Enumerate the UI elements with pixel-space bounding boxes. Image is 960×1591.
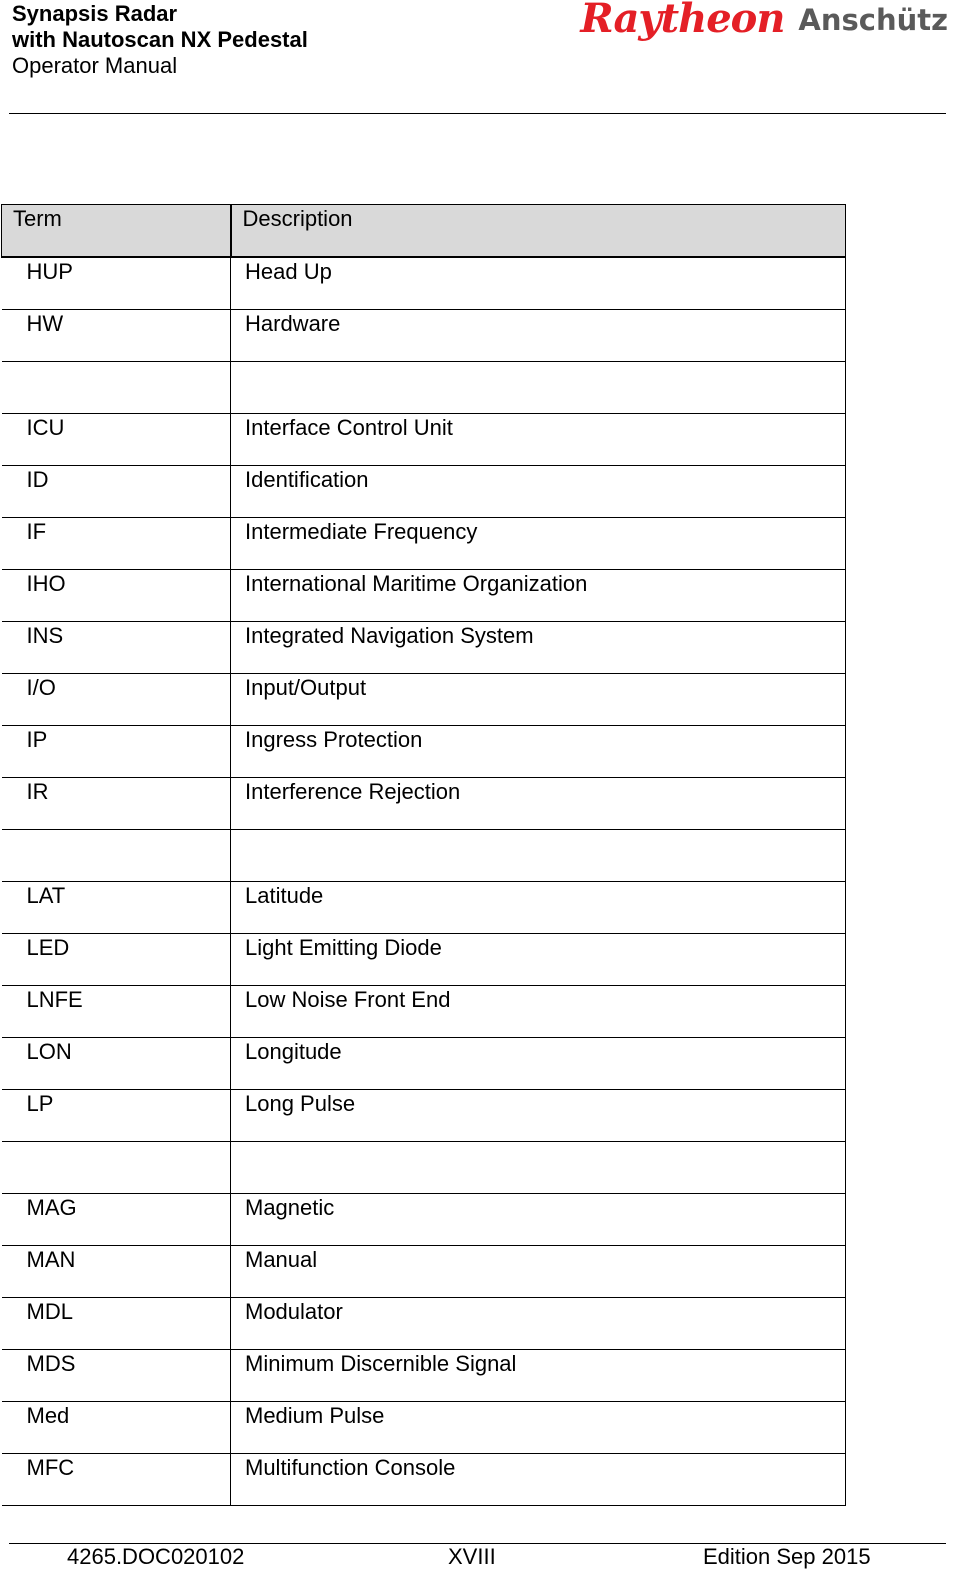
table-row bbox=[2, 1246, 846, 1298]
table-row bbox=[2, 986, 846, 1038]
table-cell-term: IP bbox=[2, 726, 231, 778]
table-row bbox=[2, 1350, 846, 1402]
table-cell-term: MAG bbox=[2, 1194, 231, 1246]
table-cell-term: I/O bbox=[2, 674, 231, 726]
table-row bbox=[2, 518, 846, 570]
table-cell-term: LNFE bbox=[2, 986, 231, 1038]
table-cell-term bbox=[2, 830, 231, 882]
table-body bbox=[2, 257, 846, 1506]
table-row bbox=[2, 257, 846, 310]
table-cell-term: MDS bbox=[2, 1350, 231, 1402]
table-cell-term: IR bbox=[2, 778, 231, 830]
table-cell-term: LON bbox=[2, 1038, 231, 1090]
table-cell-term: MDL bbox=[2, 1298, 231, 1350]
table-cell-description: Light Emitting Diode bbox=[231, 934, 846, 986]
table-cell-description bbox=[231, 1142, 846, 1194]
table-cell-term: LED bbox=[2, 934, 231, 986]
table-row bbox=[2, 466, 846, 518]
table-row bbox=[2, 934, 846, 986]
table-cell-description: Modulator bbox=[231, 1298, 846, 1350]
table-row bbox=[2, 1142, 846, 1194]
table-header-row bbox=[2, 205, 846, 258]
table-cell-description: Head Up bbox=[231, 257, 846, 310]
table-row bbox=[2, 726, 846, 778]
table-cell-term: ID bbox=[2, 466, 231, 518]
table-cell-description: Minimum Discernible Signal bbox=[231, 1350, 846, 1402]
table-cell-description: Interference Rejection bbox=[231, 778, 846, 830]
table-cell-description: Long Pulse bbox=[231, 1090, 846, 1142]
table-row bbox=[2, 1402, 846, 1454]
table-cell-description bbox=[231, 362, 846, 414]
table-row bbox=[2, 1298, 846, 1350]
table-cell-term: ICU bbox=[2, 414, 231, 466]
table-cell-description: Longitude bbox=[231, 1038, 846, 1090]
table-cell-term: INS bbox=[2, 622, 231, 674]
table-row bbox=[2, 414, 846, 466]
footer-doc-number: 4265.DOC020102 bbox=[67, 1544, 245, 1569]
table-row bbox=[2, 1090, 846, 1142]
abbreviations-table bbox=[1, 204, 846, 1506]
table-cell-description: Integrated Navigation System bbox=[231, 622, 846, 674]
table-row bbox=[2, 622, 846, 674]
document-header bbox=[12, 1, 308, 79]
table-row bbox=[2, 1038, 846, 1090]
table-cell-description: Input/Output bbox=[231, 674, 846, 726]
table-cell-term: Med bbox=[2, 1402, 231, 1454]
table-cell-description: Magnetic bbox=[231, 1194, 846, 1246]
header-divider bbox=[9, 113, 946, 114]
table-cell-term: LAT bbox=[2, 882, 231, 934]
table-row bbox=[2, 1194, 846, 1246]
table-row bbox=[2, 1454, 846, 1506]
table-cell-description: Intermediate Frequency bbox=[231, 518, 846, 570]
logo-raytheon-text: Raytheon bbox=[580, 0, 785, 42]
table-cell-term bbox=[2, 1142, 231, 1194]
table-row bbox=[2, 778, 846, 830]
table-row bbox=[2, 830, 846, 882]
column-header-term: Term bbox=[2, 205, 231, 258]
table-cell-term: MAN bbox=[2, 1246, 231, 1298]
table-cell-description: Identification bbox=[231, 466, 846, 518]
table-cell-description: Multifunction Console bbox=[231, 1454, 846, 1506]
table-cell-description: Low Noise Front End bbox=[231, 986, 846, 1038]
table-cell-term: HW bbox=[2, 310, 231, 362]
table-cell-description: Interface Control Unit bbox=[231, 414, 846, 466]
table-cell-term: HUP bbox=[2, 257, 231, 310]
column-header-description: Description bbox=[231, 205, 846, 258]
table-row bbox=[2, 674, 846, 726]
table-cell-term: IF bbox=[2, 518, 231, 570]
logo-anschutz-text: Anschütz bbox=[798, 3, 948, 37]
company-logo bbox=[580, 0, 948, 40]
table-cell-description: Latitude bbox=[231, 882, 846, 934]
table-cell-description: International Maritime Organization bbox=[231, 570, 846, 622]
footer-page-number: XVIII bbox=[448, 1544, 496, 1569]
table-cell-term: MFC bbox=[2, 1454, 231, 1506]
table-cell-description: Hardware bbox=[231, 310, 846, 362]
header-title-line2: with Nautoscan NX Pedestal bbox=[12, 27, 308, 52]
footer-edition: Edition Sep 2015 bbox=[703, 1544, 871, 1569]
table-cell-term bbox=[2, 362, 231, 414]
header-subtitle: Operator Manual bbox=[12, 53, 178, 78]
table-row bbox=[2, 310, 846, 362]
table-row bbox=[2, 882, 846, 934]
table-cell-term: IHO bbox=[2, 570, 231, 622]
table-row bbox=[2, 570, 846, 622]
table-cell-description: Medium Pulse bbox=[231, 1402, 846, 1454]
header-title-line1: Synapsis Radar bbox=[12, 1, 178, 26]
table-row bbox=[2, 362, 846, 414]
table-cell-description bbox=[231, 830, 846, 882]
table-cell-term: LP bbox=[2, 1090, 231, 1142]
table-cell-description: Manual bbox=[231, 1246, 846, 1298]
table-cell-description: Ingress Protection bbox=[231, 726, 846, 778]
